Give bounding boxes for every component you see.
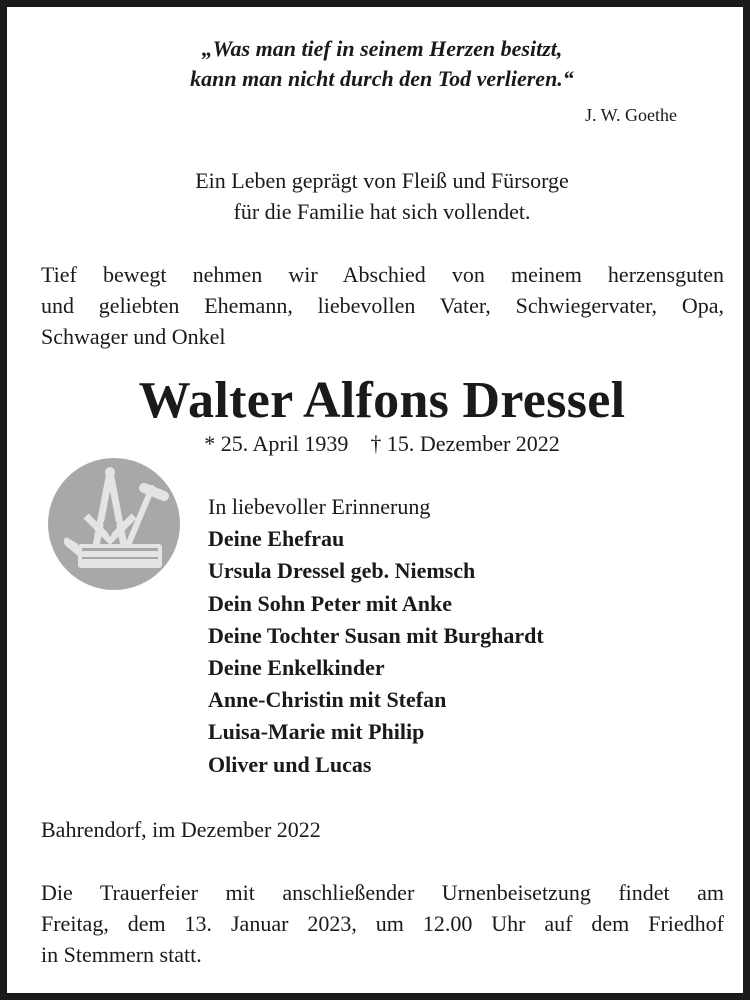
motto — [7, 165, 750, 227]
death-date: † 15. Dezember 2022 — [370, 431, 560, 456]
ceremony-line-3: in Stemmern statt. — [41, 942, 202, 967]
quote-line-1: „Was man tief in seinem Herzen besitzt, — [201, 36, 563, 61]
mourners-heading: In liebevoller Erinnerung — [208, 494, 431, 519]
mourners-list — [208, 491, 544, 781]
mourner-line: Oliver und Lucas — [208, 751, 372, 777]
motto-line-1: Ein Leben geprägt von Fleiß und Fürsorge — [195, 168, 569, 193]
square-compass-plane-emblem-icon — [48, 458, 180, 590]
ceremony-line-2: Freitag, dem 13. Januar 2023, um 12.00 Uhr auf dem Friedhof — [41, 911, 724, 936]
quote-author: J. W. Goethe — [585, 105, 677, 125]
motto-line-2: für die Familie hat sich vollendet. — [233, 199, 531, 224]
mourner-line: Deine Tochter Susan mit Burghardt — [208, 622, 544, 648]
mourner-line: Anne-Christin mit Stefan — [208, 687, 447, 713]
mourner-line: Luisa-Marie mit Philip — [208, 719, 425, 745]
deceased-name: Walter Alfons Dressel — [138, 372, 626, 429]
place-and-date: Bahrendorf, im Dezember 2022 — [41, 817, 321, 842]
birth-date: * 25. April 1939 — [204, 431, 349, 456]
quote-line-2: kann man nicht durch den Tod verlieren.“ — [190, 66, 574, 91]
ceremony-line-1: Die Trauerfeier mit anschließender Urnenbeisetzung findet am — [41, 880, 724, 905]
mourner-line: Ursula Dressel geb. Niemsch — [208, 558, 476, 584]
mourner-line: Deine Ehefrau — [208, 526, 345, 552]
life-dates — [7, 429, 750, 459]
funeral-ceremony-notice — [41, 877, 724, 970]
intro-line-3: Schwager und Onkel — [41, 324, 226, 349]
intro-line-2: und geliebten Ehemann, liebevollen Vater, Schwiegervater, Opa, — [41, 293, 724, 318]
mourner-line: Deine Enkelkinder — [208, 655, 385, 681]
farewell-intro — [41, 259, 724, 352]
intro-line-1: Tief bewegt nehmen wir Abschied von meinem herzensguten — [41, 262, 724, 287]
mourner-line: Dein Sohn Peter mit Anke — [208, 590, 453, 616]
goethe-quote — [7, 34, 750, 94]
